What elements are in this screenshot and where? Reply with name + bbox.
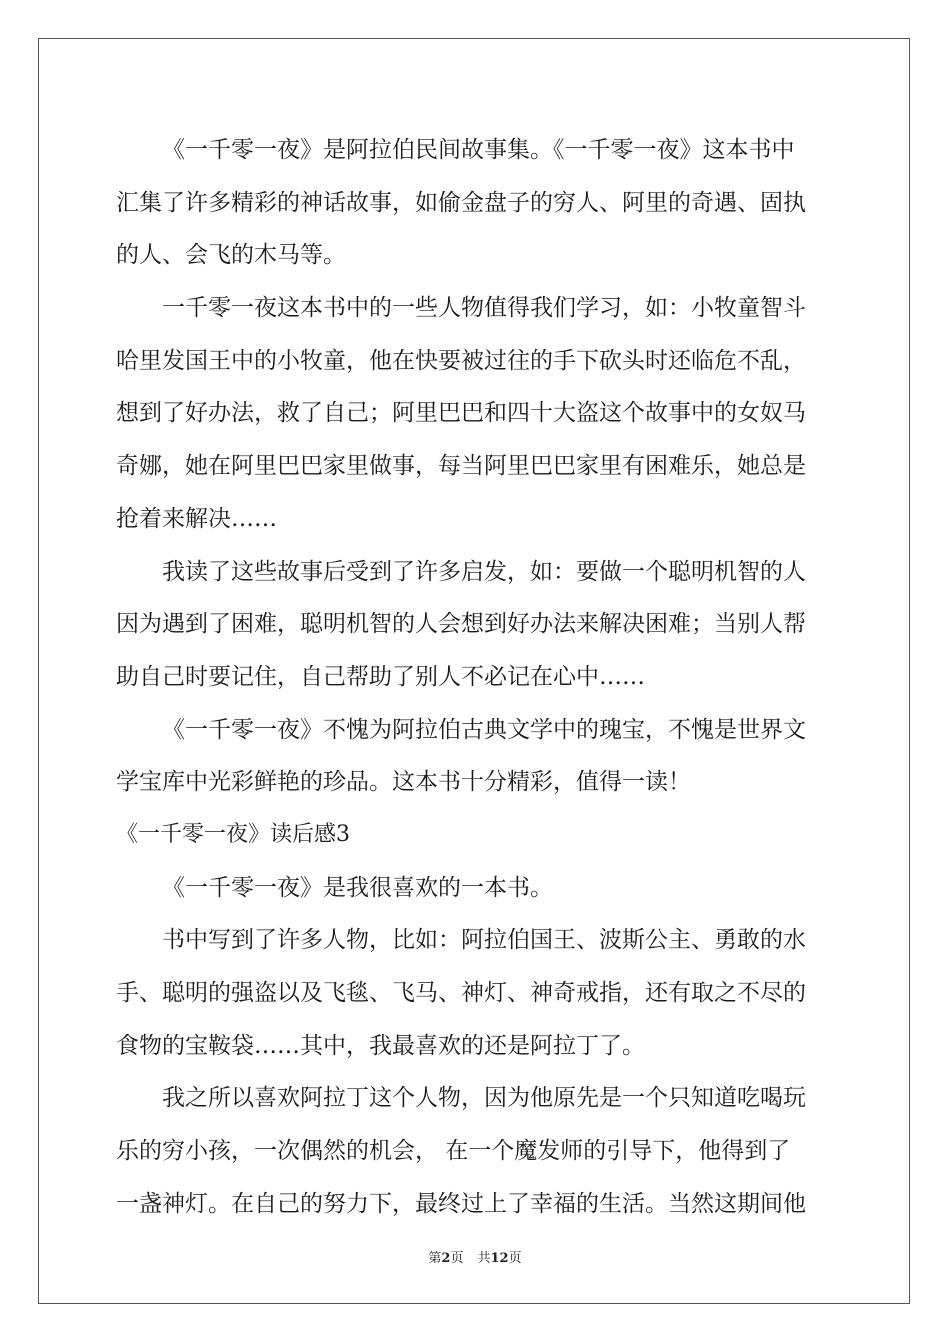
text-line: 汇集了许多精彩的神话故事，如偷金盘子的穷人、阿里的奇遇、固执 (116, 189, 806, 216)
text-line: 《一千零一夜》是阿拉伯民间故事集。《一千零一夜》这本书中 (162, 137, 795, 163)
text-line: 我之所以喜欢阿拉丁这个人物，因为他原先是一个只知道吃喝玩 (162, 1085, 806, 1112)
text-line: 奇娜，她在阿里巴巴家里做事，每当阿里巴巴家里有困难乐，她总是 (116, 453, 806, 480)
text-line: 哈里发国王中的小牧童，他在快要被过往的手下砍头时还临危不乱， (116, 347, 806, 374)
text-line: 抢着来解决…… (116, 505, 277, 532)
page-number: 2 (441, 1251, 451, 1266)
text-line: 食物的宝鞍袋……其中，我最喜欢的还是阿拉丁了。 (116, 1032, 645, 1059)
total-prefix: 共 (477, 1251, 491, 1266)
text-line: 书中写到了许多人物，比如：阿拉伯国王、波斯公主、勇敢的水 (162, 927, 806, 954)
page-suffix: 页 (450, 1251, 464, 1266)
text-line: 乐的穷小孩，一次偶然的机会， 在一个魔发师的引导下，他得到了 (116, 1138, 791, 1165)
text-line: 一千零一夜这本书中的一些人物值得我们学习，如：小牧童智斗 (162, 295, 806, 322)
text-line: 《一千零一夜》不愧为阿拉伯古典文学中的瑰宝，不愧是世界文 (162, 716, 806, 743)
text-line: 一盏神灯。在自己的努力下，最终过上了幸福的生活。当然这期间他 (116, 1190, 806, 1217)
document-body (116, 124, 832, 1230)
text-line: 想到了好办法，救了自己；阿里巴巴和四十大盗这个故事中的女奴马 (116, 400, 806, 427)
text-line: 手、聪明的强盗以及飞毯、飞马、神灯、神奇戒指，还有取之不尽的 (116, 980, 806, 1006)
section-heading: 《一千零一夜》读后感3 (116, 821, 350, 847)
page-footer (0, 1247, 950, 1266)
total-suffix: 页 (508, 1251, 522, 1266)
text-line: 的人、会飞的木马等。 (116, 242, 346, 269)
text-line: 《一千零一夜》是我很喜欢的一本书。 (162, 874, 553, 901)
text-line: 学宝库中光彩鲜艳的珍品。这本书十分精彩，值得一读！ (116, 769, 691, 796)
total-pages: 12 (490, 1251, 509, 1266)
text-line: 助自己时要记住，自己帮助了别人不必记在心中…… (116, 663, 645, 690)
page-prefix: 第 (428, 1251, 442, 1266)
text-line: 我读了这些故事后受到了许多启发，如：要做一个聪明机智的人 (162, 558, 806, 585)
text-line: 因为遇到了困难，聪明机智的人会想到好办法来解决困难；当别人帮 (116, 611, 806, 638)
